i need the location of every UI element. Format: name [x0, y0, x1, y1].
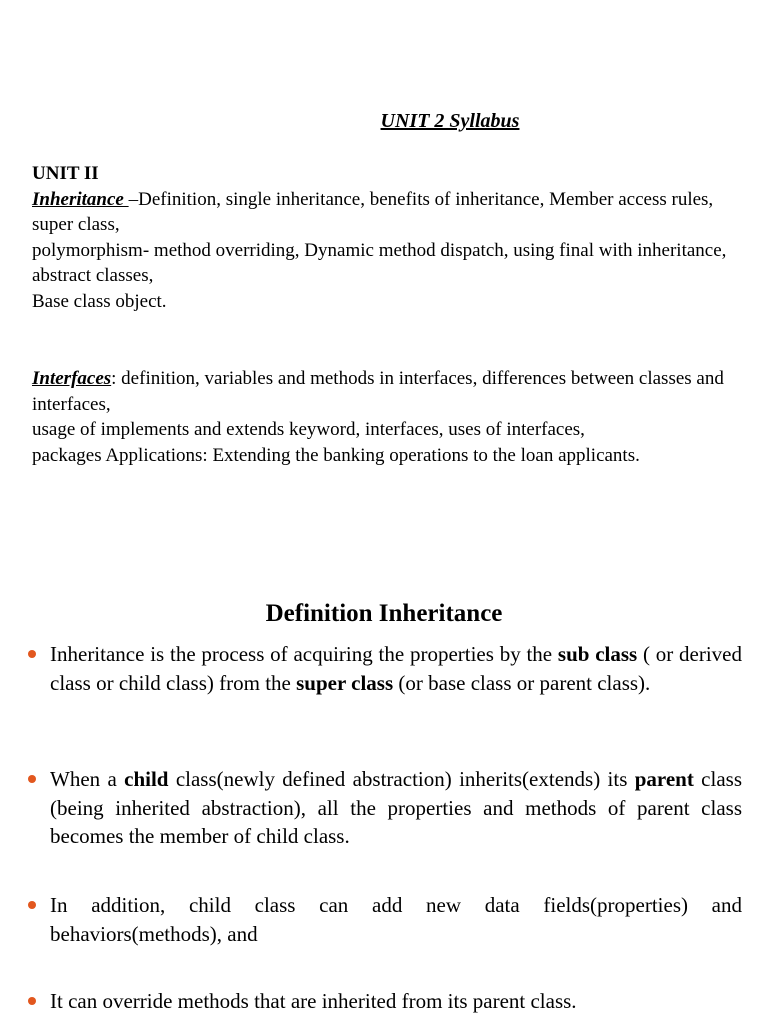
bullet-bold-term: parent [634, 767, 694, 791]
bullet-text: ( or derived class or child class) from the [50, 642, 742, 695]
bullet-text: When a [50, 767, 125, 791]
syllabus-title: UNIT 2 Syllabus [380, 110, 520, 132]
interfaces-block [32, 366, 742, 468]
interfaces-topics-line2: usage of implements and extends keyword, interfaces, uses of interfaces, [32, 419, 585, 440]
bullet-text: (or base class or parent class). [393, 670, 651, 695]
unit-heading: UNIT II [32, 163, 99, 184]
bullet-dot-icon [28, 775, 36, 783]
inheritance-label: Inheritance [32, 188, 129, 210]
interfaces-topics-line3: packages Applications: Extending the banking operations to the loan applicants. [32, 444, 640, 466]
unit-ii-block [32, 161, 742, 314]
inheritance-topics-line2: polymorphism- method overriding, Dynamic method dispatch, using final with inheritance, abstract classes, [32, 239, 727, 286]
bullet-dot-icon [28, 901, 36, 909]
interfaces-label: Interfaces [32, 368, 112, 389]
interfaces-paragraph [32, 366, 742, 417]
bullet-text: class(newly defined abstraction) inherits(extends) its [168, 767, 635, 791]
bullet-item-3 [50, 891, 742, 948]
bullet-text: Inheritance is the process of acquiring the properties by the [50, 642, 558, 666]
inheritance-paragraph [32, 187, 742, 238]
bullet-dot-icon [28, 997, 36, 1005]
bullet-bold-term: sub class [557, 642, 638, 666]
bullet-item-4 [50, 987, 742, 1016]
inheritance-topics-line3: Base class object. [32, 290, 167, 312]
interfaces-topics: : definition, variables and methods in interfaces, differences between classes and interfaces, [32, 368, 724, 415]
bullet-text: It can override methods that are inherited from its parent class. [50, 989, 577, 1013]
bullet-bold-term: child [124, 767, 169, 791]
bullet-bold-term: super class [296, 670, 394, 695]
section-title: Definition Inheritance [265, 600, 503, 627]
inheritance-topics: –Definition, single inheritance, benefits of inheritance, Member access rules, super class, [32, 188, 714, 235]
bullet-item-2 [50, 765, 742, 851]
bullet-text: class (being inherited abstraction), all the properties and methods of parent class becomes the member of child class. [50, 767, 742, 848]
bullet-dot-icon [28, 650, 36, 658]
bullet-text: In addition, child class can add new data fields(properties) and behaviors(methods), and [50, 893, 742, 946]
bullet-item-1 [50, 640, 742, 697]
